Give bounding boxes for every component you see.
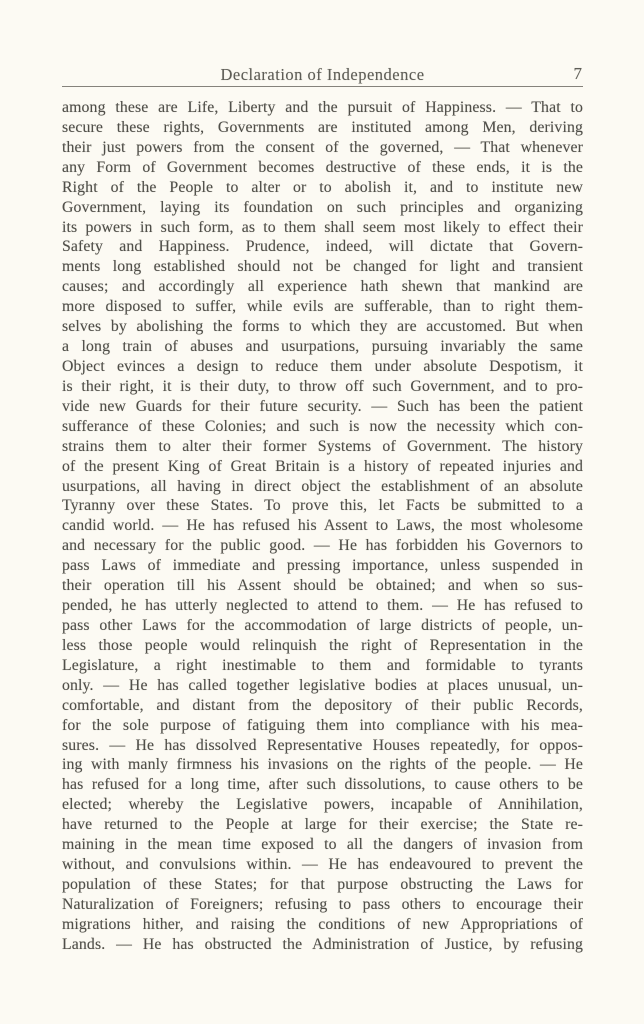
body-line: more disposed to suffer, while evils are sufferable, than to right them- xyxy=(62,298,583,316)
page-number: 7 xyxy=(573,64,582,83)
body-line: without, and convulsions within. — He has endeavoured to prevent the xyxy=(62,856,583,874)
body-line: and necessary for the public good. — He has forbidden his Governors to xyxy=(62,537,583,555)
page-header xyxy=(62,0,583,87)
body-line: sures. — He has dissolved Representative Houses repeatedly, for oppos- xyxy=(62,736,583,754)
body-line: ing with manly firmness his invasions on the rights of the people. — He xyxy=(62,756,583,774)
body-line: its powers in such form, as to them shall seem most likely to effect their xyxy=(62,218,583,236)
body-line: for the sole purpose of fatiguing them into compliance with his mea- xyxy=(62,716,583,734)
body-line: Government, laying its foundation on such principles and organizing xyxy=(62,198,583,216)
body-line: ments long established should not be changed for light and transient xyxy=(62,258,583,276)
body-line: usurpations, all having in direct object the establishment of an absolute xyxy=(62,477,583,495)
body-line: a long train of abuses and usurpations, pursuing invariably the same xyxy=(62,338,583,356)
body-line: has refused for a long time, after such dissolutions, to cause others to be xyxy=(62,776,583,794)
body-line: pended, he has utterly neglected to attend to them. — He has refused to xyxy=(62,597,583,615)
body-line: their just powers from the consent of the governed, — That whenever xyxy=(62,138,583,156)
body-line: among these are Life, Liberty and the pursuit of Happiness. — That to xyxy=(62,99,583,116)
body-line: candid world. — He has refused his Assent to Laws, the most wholesome xyxy=(62,517,583,535)
body-line: Legislature, a right inestimable to them and formidable to tyrants xyxy=(62,656,583,674)
body-line: migrations hither, and raising the conditions of new Appropriations of xyxy=(62,915,583,933)
body-line: have returned to the People at large for their exercise; the State re- xyxy=(62,816,583,834)
body-line: only. — He has called together legislative bodies at places unusual, un- xyxy=(62,676,583,694)
body-line: secure these rights, Governments are instituted among Men, deriving xyxy=(62,118,583,136)
body-line: strains them to alter their former Systems of Government. The history xyxy=(62,437,583,455)
body-line: pass Laws of immediate and pressing importance, unless suspended in xyxy=(62,557,583,575)
body-line: Safety and Happiness. Prudence, indeed, will dictate that Govern- xyxy=(62,238,583,256)
body-line: comfortable, and distant from the depository of their public Records, xyxy=(62,696,583,714)
running-title: Declaration of Independence xyxy=(220,65,425,84)
body-line: Tyranny over these States. To prove this, let Facts be submitted to a xyxy=(62,497,583,515)
body-line: Right of the People to alter or to abolish it, and to institute new xyxy=(62,178,583,196)
body-line: vide new Guards for their future security. — Such has been the patient xyxy=(62,397,583,415)
body-line: any Form of Government becomes destructive of these ends, it is the xyxy=(62,158,583,176)
body-text xyxy=(62,98,583,955)
body-line: elected; whereby the Legislative powers, incapable of Annihilation, xyxy=(62,796,583,814)
body-line: less those people would relinquish the right of Representation in the xyxy=(62,636,583,654)
body-line: causes; and accordingly all experience hath shewn that mankind are xyxy=(62,278,583,296)
body-line: maining in the mean time exposed to all the dangers of invasion from xyxy=(62,836,583,854)
body-line: Lands. — He has obstructed the Administration of Justice, by refusing xyxy=(62,935,583,953)
body-line: Naturalization of Foreigners; refusing to pass others to encourage their xyxy=(62,895,583,913)
body-line: sufferance of these Colonies; and such is now the necessity which con- xyxy=(62,417,583,435)
body-line: pass other Laws for the accommodation of large districts of people, un- xyxy=(62,616,583,634)
body-line: Object evinces a design to reduce them under absolute Despotism, it xyxy=(62,357,583,375)
body-line: selves by abolishing the forms to which they are accustomed. But when xyxy=(62,318,583,336)
body-line: is their right, it is their duty, to throw off such Government, and to pro- xyxy=(62,377,583,395)
body-line: population of these States; for that purpose obstructing the Laws for xyxy=(62,875,583,893)
body-line: their operation till his Assent should be obtained; and when so sus- xyxy=(62,577,583,595)
body-line: of the present King of Great Britain is a history of repeated injuries and xyxy=(62,457,583,475)
header-rule xyxy=(62,86,583,87)
